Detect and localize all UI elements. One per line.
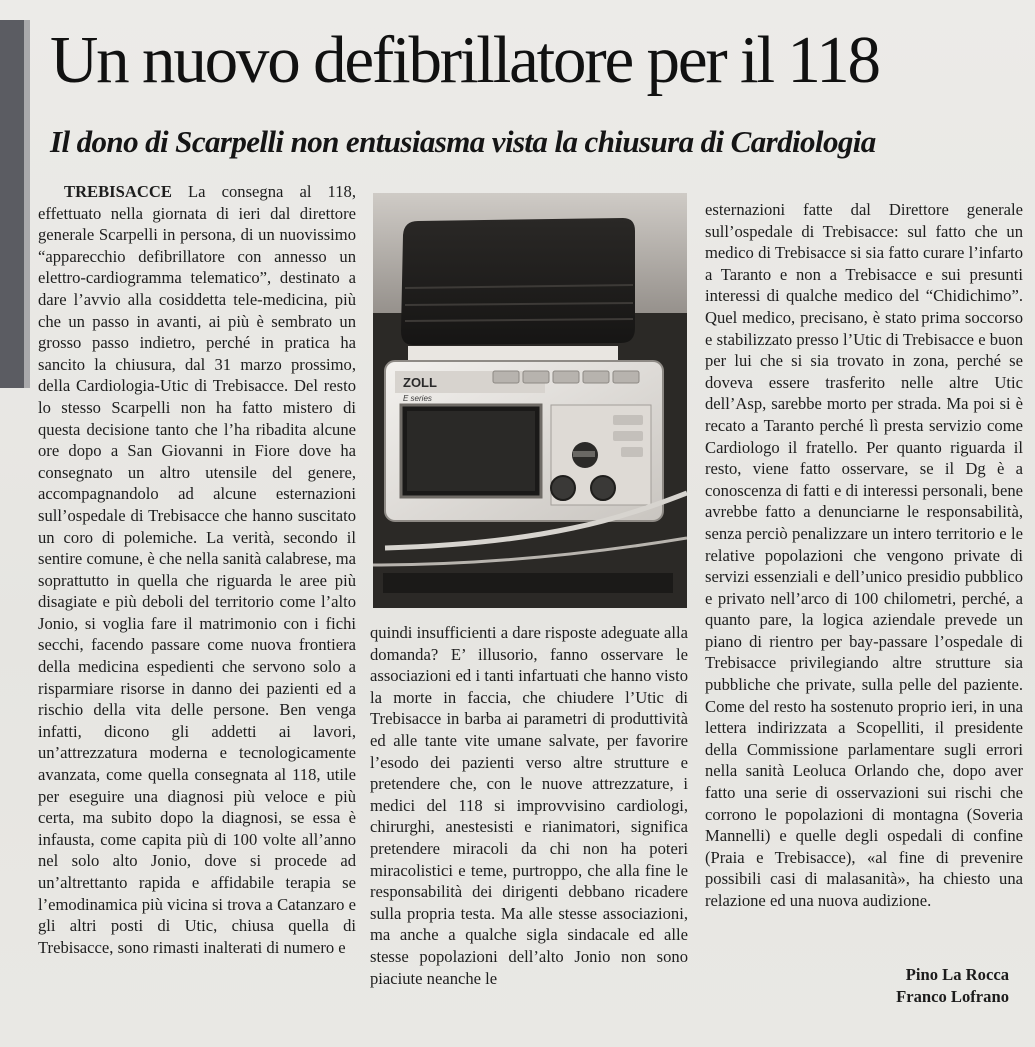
device-model-label: E series [403,394,432,403]
article-column-1 [38,181,356,958]
dateline: TREBISACCE [64,182,172,201]
article-column-2 [370,622,688,989]
byline-author-2: Franco Lofrano [896,987,1009,1006]
column-3-text: esternazioni fatte dal Direttore generale sull’ospedale di Trebisacce: sul fatto che un medico di Trebisacce si sia fatto curare l’infarto a Taranto e non a Trebisacce e sui presunti interessi di qualche medico del “Chidichimo”. Quel medico, precisano, è stato prima soccorso e stabilizzato presso l’Utic di Trebisacce e buon per lui che si sia trovato in zona, perché se doveva essere trasferito nelle altre Utic dell’Asp, sarebbe morto per strada. Ma poi si è recato a Taranto perché lì presta servizio come Cardiologo il fratello. Per quanto riguarda il resto, viene fatto osservare, se il Dg è a conoscenza di fatti e di interessi personali, bene avrebbe fatto a denunciarne le responsabilità, senza perciò penalizzare un intero territorio e le relative popolazioni che vengono private di servizi essenziali e dell’unico presidio pubblico e privato nell’arco di 100 chilometri, perché, a quanto pare, la logica aziendale prevede un piano di rientro per bay-passare l’ospedale di Trebisacce privilegiando altre strutture sia pubbliche che private, sulla pelle del paziente. Come del resto ha sostenuto proprio ieri, in una lettera indirizzata a Scopelliti, il presidente della Commissione parlamentare sugli errori nella sanità Leoluca Orlando che, dopo aver fatto una serie di osservazioni sui rischi che corrono le popolazioni di montagna (Soveria Mannelli) e quelle degli ospedali di confine (Praia e Trebisacce), «al fine di prevenire possibili casi di malasanità», ha chiesto una relazione ed una nuova audizione. [705,200,1023,910]
page-edge-bar-shadow [24,20,30,388]
column-2-text: quindi insufficienti a dare risposte adeguate alla domanda? E’ illusorio, fanno osservare le associazioni ed i tanti infartuati che hanno visto la morte in faccia, che chiudere l’Utic di Trebisacce in barba ai parametri di produttività ed alle tante vite umane salvate, per favorire l’esodo dei pazienti verso altre strutture e pretendere che, con le nuove attrezzature, i medici del 118 si improvvisino cardiologi, chirurghi, anestesisti e rianimatori, significa pretendere miracoli da chi non ha poteri miracolistici e teme, purtroppo, che alla fine le responsabilità dei dirigenti debbano ricadere sulla propria testa. Ma alle stesse associazioni, ma anche a qualche sigla sindacale ed alle stesse popolazioni dell’alto Jonio non sono piaciute neanche le [370,623,688,988]
article-column-3 [705,199,1023,912]
page-edge-bar [0,20,24,388]
subheadline: Il dono di Scarpelli non entusiasma vista la chiusura di Cardiologia [50,124,876,159]
byline-author-1: Pino La Rocca [905,965,1009,984]
device-brand-label: ZOLL [403,375,437,390]
defibrillator-photo [373,193,687,608]
defibrillator-illustration [373,193,687,608]
column-1-text: La consegna al 118, effettuato nella giornata di ieri dal direttore generale Scarpelli in persona, di un nuovissimo “apparecchio defibrillatore con annesso un elettro-cardiogramma telematico”, destinato a dare l’avvio alla cosiddetta tele-medicina, più che un passo in avanti, ai più è sembrato un grosso passo indietro, perché in pratica ha sancito la chiusura, dal 31 marzo prossimo, della Cardiologia-Utic di Trebisacce. Del resto lo stesso Scarpelli non ha fatto mistero di questa decisione tanto che l’ha ribadita alcune ore dopo a San Giovanni in Fiore dove ha consegnato un altro utensile del genere, accompagnandolo ad alcune esternazioni sull’ospedale di Trebisacce che hanno suscitato un coro di polemiche. La verità, secondo il sentire comune, è che nella sanità calabrese, ma soprattutto in quella che riguarda le aree più disagiate e più deboli del territorio come l’alto Jonio, si voglia fare il matrimonio con i fichi secchi, facendo passare come nuova frontiera della medicina espedienti che servono solo a risparmiare risorse in danno dei pazienti ed a rischio della vita delle persone. Ben venga infatti, dicono gli addetti ai lavori, un’attrezzatura moderna e tecnologicamente avanzata, come quella consegnata al 118, utile per eseguire una diagnosi più veloce e più certa, ma subito dopo la diagnosi, se essa è infausta, come capita più di 100 volte all’anno nel solo alto Jonio, dove si procede ad un’altrettanto rapida e affidabile terapia se l’emodinamica più vicina si trova a Catanzaro e gli altri posti di Utic, chiusa quella di Trebisacce, sono rimasti inalterati di numero e [38,182,356,957]
headline: Un nuovo defibrillatore per il 118 [50,23,879,97]
